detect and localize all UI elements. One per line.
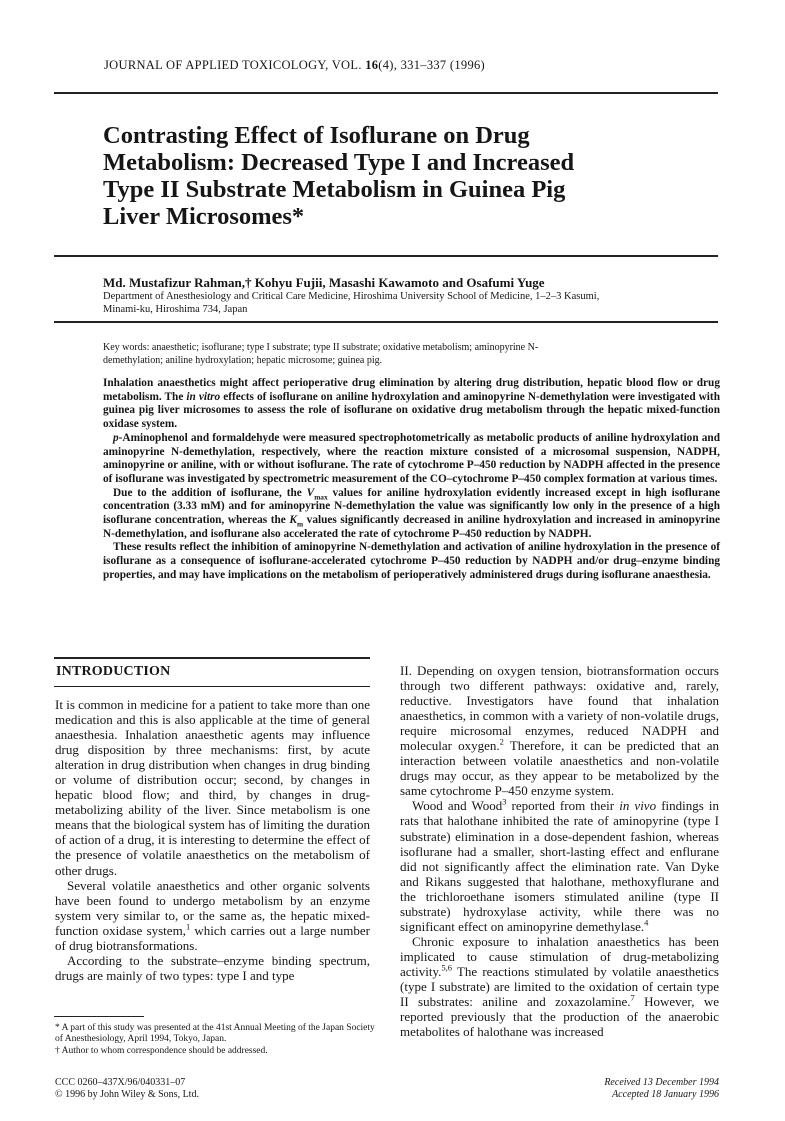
body-text: Wood and Wood [412,798,503,814]
body-paragraph [400,934,719,1039]
title-rule [54,255,718,257]
body-text: which carries out a large number of drug biotransformations. [55,922,370,953]
footnote: * A part of this study was presented at the 41st Annual Meeting of the Japan Society of Anesthesiology, April 1994, Tokyo, Japan. [55,1023,375,1045]
footnote-rule [54,1016,144,1017]
abstract-text: values significantly decreased in aniline hydroxylation and increased in aminopyrine N-demethylation, and isoflurane also accelerated the rate of cytochrome P–450 reduction by NADPH. [103,514,721,540]
abstract-text: values for aniline hydroxylation evidently increased except in high isoflurane concentration (3.33 mM) and for aminopyrine N-demethylation the value was significantly low only in the presence of a high isoflurane concentration, whereas the [103,486,720,527]
abstract-text: effects of isoflurane on aniline hydroxylation and aminopyrine N-demethylation were investigated with guinea pig liver microsomes to assess the role of isoflurane on oxidative drug metabolism through the hepatic mixed-function oxidase system. [103,390,720,431]
body-text: reported from their [506,798,620,814]
footnote: † Author to whom correspondence should be addressed. [55,1045,268,1056]
body-italic: in vivo [619,798,657,814]
body-text: Therefore, it can be predicted that an interaction between volatile anaesthetics and non-volatile drugs may occur, as they appear to be metabolized by the same cytochrome P–450 enzyme system. [400,738,719,799]
abstract-text: Due to the addition of isoflurane, the [113,486,307,499]
citation-ref: 5,6 [441,962,452,973]
keywords [103,342,703,367]
body-text: findings in rats that halothane inhibited the rate of aminopyrine (type I substrate) elimination in a dose-dependent fashion, whereas isoflurane had a smaller, short-lasting effect and enflurane did not significantly affect the elimination rate. Van Dyke and Rikans suggested that halothane, methoxyflurane and the trichloroethane isomers stimulated aniline (type II substrate) hydroxylase activity, while there was no significant effect on aminopyrine demethylase. [400,798,720,934]
body-paragraph [400,663,719,798]
body-text: Several volatile anaesthetics and other organic solvents have been found to undergo metabolism by an enzyme system very similar to, or the same as, the hepatic mixed-function oxidase system, [55,877,370,938]
body-text: The reactions stimulated by volatile anaesthetics (type I substrate) are limited to the oxidation of certain type II substrates: aniline and zoxazolamine. [400,963,719,1010]
title-line: Type II Substrate Metabolism in Guinea Pig [103,176,566,203]
abstract-text: These results reflect the inhibition of aminopyrine N-demethylation and activation of aniline hydroxylation in the presence of isoflurane as a consequence of isoflurane-accelerated cytochrome P–450 reduction by NADPH and/or drug–enzyme binding properties, and may have implications on the metabolism of perioperatively administered drugs during isoflurane anaesthesia. [103,541,720,581]
header-rule [54,92,718,94]
citation-ref: 1 [185,921,191,932]
affiliation-line: Minami-ku, Hiroshima 734, Japan [103,304,248,315]
body-paragraph: It is common in medicine for a patient to take more than one medication and this is also applicable at the time of general anaesthesia. Inhalation anaesthetic agents may influence drug disposition by three mechanisms: first, by acute alteration in drug distribution when changes in drug binding or volume of distribution occur; second, by changes in hepatic blood flow; and third, by changes in drug-metabolizing ability of the liver. Since metabolism is one means that the biological system has of limiting the duration of action of a drug, it is interesting to determine the effect of the presence of volatile anaesthetics on the metabolism of other drugs. [55,697,370,878]
affiliation-rule [54,321,718,323]
footer-left [55,1077,199,1101]
abstract-paragraph [103,487,720,542]
left-column [55,697,370,983]
affiliation-line: Department of Anesthesiology and Critical Care Medicine, Hiroshima University School of Medicine, 1–2–3 Kasumi, [103,291,600,302]
intro-bottom-rule [54,686,370,687]
issue-pages: (4), 331–337 (1996) [378,58,486,72]
keywords-line: Key words: anaesthetic; isoflurane; type I substrate; type II substrate; oxidative metabolism; aminopyrine N- [103,342,539,353]
body-text: II. Depending on oxygen tension, biotransformation occurs through two different pathways: oxidative and, rarely, reductive. Investigators have found that inhalation anaesthetics, in common with a variety of non-volatile drugs, require microsomal enzymes, reduced NADPH and molecular oxygen. [400,663,719,754]
accepted-date: Accepted 18 January 1996 [612,1089,719,1100]
body-paragraph: According to the substrate–enzyme binding spectrum, drugs are mainly of two types: type I and type [55,952,370,983]
received-date: Received 13 December 1994 [604,1077,719,1088]
title-line: Liver Microsomes* [103,203,305,230]
km-symbol: K [289,514,297,527]
citation-ref: 2 [499,736,504,747]
volume-number: 16 [365,58,379,72]
citation-ref: 3 [502,797,507,808]
section-heading-introduction: INTRODUCTION [56,664,171,679]
running-head [104,58,485,73]
ccc-code: CCC 0260–437X/96/040331–07 [55,1077,186,1088]
abstract-text: Inhalation anaesthetics might affect perioperative drug elimination by altering drug distribution, hepatic blood flow or drug metabolism. The [103,377,720,403]
vmax-subscript: max [314,491,328,501]
citation-ref: 7 [630,992,635,1003]
body-paragraph [400,798,719,933]
abstract-paragraph [103,377,720,432]
abstract-paragraph [103,541,720,582]
author-list: Md. Mustafizur Rahman,† Kohyu Fujii, Masashi Kawamoto and Osafumi Yuge [103,275,545,290]
keywords-line: demethylation; aniline hydroxylation; hepatic microsome; guinea pig. [103,354,383,366]
abstract-text: -Aminophenol and formaldehyde were measured spectrophotometrically as metabolic products of aniline hydroxylation and aminopyrine N-demethylation, respectively, where the reaction mixture consisted of a microsomal suspension, NADPH, aminopyrine or aniline, with or without isoflurane. The rate of cytochrome P–450 reduction by NADPH affected in the presence of isoflurane was investigated by spectrometric measurement of the CO–cytochrome P–450 complex formation at various times. [103,431,720,485]
journal-name: JOURNAL OF APPLIED TOXICOLOGY, VOL. [104,58,362,72]
km-subscript: m [296,519,304,529]
article-title [103,122,723,230]
vmax-symbol: V [306,486,315,499]
right-column [400,663,719,1039]
abstract [103,377,720,583]
affiliation [103,290,693,316]
abstract-italic: in vitro [186,390,221,403]
abstract-italic: p [113,431,119,444]
title-line: Contrasting Effect of Isoflurane on Drug [103,122,530,149]
intro-top-rule [54,657,370,659]
body-text: However, we reported previously that the production of the anaerobic metabolites of halothane was increased [400,994,719,1040]
footer-right [480,1077,719,1101]
abstract-paragraph [103,432,720,487]
body-paragraph [55,878,370,953]
body-text: Chronic exposure to inhalation anaesthetics has been implicated to cause stimulation of drug-metabolizing activity. [400,933,719,979]
footnotes [55,1023,375,1057]
title-line: Metabolism: Decreased Type I and Increased [103,149,575,176]
copyright: © 1996 by John Wiley & Sons, Ltd. [55,1089,199,1100]
citation-ref: 4 [644,917,649,928]
